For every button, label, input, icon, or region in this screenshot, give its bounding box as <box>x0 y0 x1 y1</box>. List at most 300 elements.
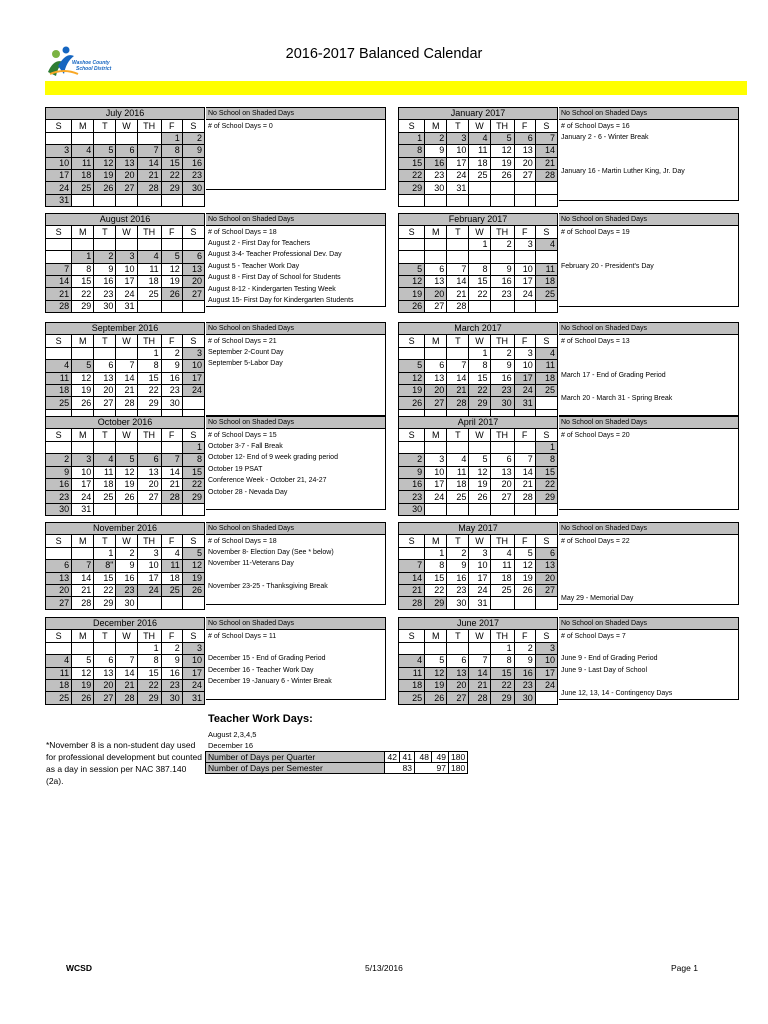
weekday-header: F <box>514 429 535 441</box>
day-cell: 16 <box>514 667 535 679</box>
day-cell: 26 <box>161 288 182 300</box>
day-cell: 27 <box>182 288 204 300</box>
day-cell <box>425 347 447 359</box>
month-calendar <box>45 213 205 313</box>
day-cell: 2 <box>425 132 447 144</box>
day-cell: 3 <box>469 547 490 559</box>
day-cell <box>182 238 204 250</box>
notes-header: No School on Shaded Days <box>206 417 386 429</box>
day-cell: 14 <box>116 372 137 384</box>
day-cell: 18 <box>137 275 161 287</box>
day-cell: 16 <box>399 478 425 490</box>
day-cell: 2 <box>490 347 514 359</box>
day-cell: 10 <box>182 360 204 372</box>
week-row <box>399 597 558 609</box>
day-cell: 7 <box>116 360 137 372</box>
weekday-header: TH <box>490 120 514 132</box>
day-cell: 23 <box>46 491 72 503</box>
note-line <box>559 249 739 260</box>
day-cell: 8 <box>137 655 161 667</box>
day-cell: 12 <box>72 667 94 679</box>
day-cell: 31 <box>469 597 490 609</box>
day-cell: 28 <box>116 397 137 409</box>
day-cell: 6 <box>94 655 116 667</box>
day-cell: 30 <box>399 503 425 515</box>
weekday-header: W <box>469 226 490 238</box>
note-line: September 2-Count Day <box>206 347 386 358</box>
day-cell <box>46 347 72 359</box>
day-cell <box>161 503 182 515</box>
day-cell <box>161 194 182 206</box>
weekday-header: M <box>72 429 94 441</box>
note-line <box>206 143 386 154</box>
day-cell: 2 <box>399 454 425 466</box>
day-cell <box>425 642 447 654</box>
weekday-header: S <box>399 335 425 347</box>
day-cell: 17 <box>535 667 557 679</box>
day-cell: 10 <box>514 360 535 372</box>
week-row <box>46 692 205 704</box>
week-row <box>399 572 558 584</box>
week-row <box>399 182 558 194</box>
day-cell: 26 <box>490 169 514 181</box>
day-cell: 16 <box>425 157 447 169</box>
note-line <box>559 570 739 581</box>
day-cell: 25 <box>161 584 182 596</box>
day-cell: 14 <box>469 667 490 679</box>
month-block <box>398 617 744 709</box>
week-row <box>46 397 205 409</box>
day-cell: 15 <box>490 667 514 679</box>
day-cell <box>447 194 469 206</box>
day-cell: 8 <box>399 145 425 157</box>
note-line <box>206 166 386 177</box>
day-cell <box>161 441 182 453</box>
day-cell: 24 <box>469 584 490 596</box>
day-cell: 1 <box>399 132 425 144</box>
day-cell: 6 <box>425 263 447 275</box>
day-cell: 18 <box>535 372 557 384</box>
weekday-header: TH <box>490 335 514 347</box>
day-cell: 9 <box>46 466 72 478</box>
note-line: # of School Days = 7 <box>559 630 739 642</box>
month-block <box>45 322 391 414</box>
weekday-header: S <box>399 120 425 132</box>
day-cell: 30 <box>447 597 469 609</box>
footer-org: WCSD <box>66 963 92 973</box>
day-cell: 10 <box>182 655 204 667</box>
day-cell: 4 <box>535 238 557 250</box>
note-line: May 29 - Memorial Day <box>559 592 739 604</box>
day-cell: 27 <box>447 692 469 704</box>
day-cell: 14 <box>161 466 182 478</box>
month-name: August 2016 <box>46 214 205 226</box>
week-row <box>46 169 205 181</box>
day-cell: 12 <box>72 372 94 384</box>
day-cell: 17 <box>469 572 490 584</box>
day-cell <box>72 347 94 359</box>
note-line <box>206 687 386 699</box>
day-cell <box>535 692 557 704</box>
weekday-header: M <box>425 335 447 347</box>
day-cell: 4 <box>94 454 116 466</box>
footnote: *November 8 is a non-student day used for professional development but counted as a day in session per NAC 387.140 (2a). <box>46 740 202 786</box>
note-line: # of School Days = 22 <box>559 535 739 547</box>
day-cell: 12 <box>161 263 182 275</box>
day-cell: 7 <box>137 145 161 157</box>
day-cell: 13 <box>425 372 447 384</box>
weekday-header: F <box>161 535 182 547</box>
day-cell <box>137 238 161 250</box>
day-cell <box>469 300 490 312</box>
day-cell <box>116 132 137 144</box>
weekday-header: F <box>514 335 535 347</box>
teacher-work-days-line: December 16 <box>208 741 254 750</box>
day-cell: 5 <box>399 360 425 372</box>
day-cell: 3 <box>425 454 447 466</box>
day-cell: 17 <box>425 478 447 490</box>
day-cell: 2 <box>447 547 469 559</box>
day-cell: 21 <box>447 288 469 300</box>
day-cell: 19 <box>72 679 94 691</box>
note-line: September 5-Labor Day <box>206 358 386 369</box>
day-cell: 3 <box>182 347 204 359</box>
note-line <box>559 272 739 283</box>
note-line <box>206 392 386 403</box>
day-cell <box>535 397 557 409</box>
day-cell: 9 <box>425 145 447 157</box>
week-row <box>399 584 558 596</box>
day-cell: 4 <box>535 347 557 359</box>
day-cell: 25 <box>535 384 557 396</box>
week-row <box>399 503 558 515</box>
day-cell: 2 <box>94 251 116 263</box>
month-notes <box>206 522 386 605</box>
weekday-header: W <box>469 535 490 547</box>
month-name: November 2016 <box>46 523 205 535</box>
day-cell: 2 <box>161 347 182 359</box>
day-cell: 3 <box>182 642 204 654</box>
day-cell: 12 <box>425 667 447 679</box>
note-line: # of School Days = 0 <box>206 120 386 132</box>
day-cell: 12 <box>399 372 425 384</box>
day-cell: 22 <box>469 288 490 300</box>
day-cell: 17 <box>182 667 204 679</box>
day-cell: 24 <box>137 584 161 596</box>
week-row <box>399 384 558 396</box>
quarter-value: 48 <box>415 752 432 763</box>
day-cell <box>399 347 425 359</box>
day-cell: 22 <box>425 584 447 596</box>
day-cell: 22 <box>72 288 94 300</box>
day-cell <box>137 441 161 453</box>
weekday-header: T <box>447 335 469 347</box>
week-row <box>46 288 205 300</box>
day-cell: 20 <box>94 679 116 691</box>
day-cell: 18 <box>161 572 182 584</box>
day-cell: 18 <box>94 478 116 490</box>
day-cell <box>399 441 425 453</box>
week-row <box>46 560 205 572</box>
weekday-header: TH <box>490 535 514 547</box>
day-cell: 2 <box>116 547 137 559</box>
day-cell: 3 <box>447 132 469 144</box>
week-row <box>46 300 205 312</box>
weekday-header: S <box>182 535 204 547</box>
weekday-header: T <box>447 630 469 642</box>
day-cell: 12 <box>116 466 137 478</box>
day-cell: 8 <box>469 263 490 275</box>
day-cell <box>535 182 557 194</box>
day-cell: 28 <box>137 182 161 194</box>
day-cell: 15 <box>425 572 447 584</box>
day-cell <box>447 642 469 654</box>
weekday-header: S <box>46 630 72 642</box>
day-cell: 25 <box>469 169 490 181</box>
teacher-work-days-title: Teacher Work Days: <box>208 713 313 725</box>
week-row <box>399 251 558 263</box>
day-cell: 19 <box>514 572 535 584</box>
day-cell: 4 <box>161 547 182 559</box>
note-line: August 8 - First Day of School for Students <box>206 272 386 283</box>
day-cell: 15 <box>137 667 161 679</box>
month-name: April 2017 <box>399 417 558 429</box>
day-cell: 5 <box>72 655 94 667</box>
note-line <box>206 570 386 581</box>
notes-header: No School on Shaded Days <box>206 323 386 335</box>
day-cell: 3 <box>535 642 557 654</box>
weekday-header: S <box>182 120 204 132</box>
day-cell: 19 <box>425 679 447 691</box>
month-block <box>398 107 744 199</box>
note-line: October 3-7 - Fall Break <box>206 441 386 452</box>
month-notes <box>559 522 739 605</box>
day-cell <box>116 347 137 359</box>
day-cell: 18 <box>46 679 72 691</box>
note-line: December 15 - End of Grading Period <box>206 653 386 664</box>
day-cell: 8 <box>137 360 161 372</box>
day-cell: 25 <box>46 397 72 409</box>
weekday-header: S <box>399 226 425 238</box>
notes-header: No School on Shaded Days <box>559 323 739 335</box>
day-cell: 30 <box>182 182 204 194</box>
day-cell: 1 <box>182 441 204 453</box>
day-cell <box>425 441 447 453</box>
day-cell: 19 <box>469 478 490 490</box>
month-calendar <box>45 522 205 610</box>
page-title: 2016-2017 Balanced Calendar <box>285 46 483 62</box>
day-cell: 10 <box>46 157 72 169</box>
day-cell <box>399 194 425 206</box>
month-name: January 2017 <box>399 108 558 120</box>
note-line <box>559 486 739 497</box>
day-cell: 29 <box>399 182 425 194</box>
day-cell <box>72 132 94 144</box>
week-row <box>46 263 205 275</box>
month-notes <box>559 322 739 416</box>
note-line: November 11-Veterans Day <box>206 558 386 569</box>
day-cell: 17 <box>137 572 161 584</box>
month-calendar <box>45 416 205 516</box>
day-cell <box>514 194 535 206</box>
day-cell: 26 <box>182 584 204 596</box>
day-cell <box>399 238 425 250</box>
day-cell: 21 <box>399 584 425 596</box>
day-cell <box>490 597 514 609</box>
day-cell <box>447 251 469 263</box>
day-cell: 22 <box>535 478 557 490</box>
day-cell: 28 <box>116 692 137 704</box>
note-line <box>559 143 739 154</box>
day-cell: 20 <box>425 384 447 396</box>
day-cell: 19 <box>161 275 182 287</box>
day-cell: 22 <box>94 584 116 596</box>
week-row <box>46 667 205 679</box>
day-cell: 9 <box>490 263 514 275</box>
week-row <box>46 145 205 157</box>
note-line <box>559 189 739 201</box>
week-row <box>46 572 205 584</box>
quarter-value: 49 <box>432 752 449 763</box>
week-row <box>399 347 558 359</box>
day-cell: 29 <box>490 692 514 704</box>
day-cell: 24 <box>447 169 469 181</box>
day-cell: 21 <box>514 478 535 490</box>
day-cell: 22 <box>399 169 425 181</box>
weekday-header: S <box>535 226 557 238</box>
note-line: March 20 - March 31 - Spring Break <box>559 392 739 403</box>
day-cell: 1 <box>161 132 182 144</box>
day-cell <box>469 441 490 453</box>
day-cell: 28 <box>46 300 72 312</box>
day-cell: 7 <box>535 132 557 144</box>
logo-line-1: Washoe County <box>72 60 110 66</box>
weekday-header: S <box>46 335 72 347</box>
day-cell: 8 <box>469 360 490 372</box>
week-row <box>399 466 558 478</box>
note-line <box>559 404 739 416</box>
weekday-header: M <box>425 226 447 238</box>
day-cell: 4 <box>46 655 72 667</box>
month-notes <box>206 322 386 416</box>
month-block <box>45 213 391 311</box>
note-line: June 9 - End of Grading Period <box>559 653 739 664</box>
day-cell: 23 <box>94 288 116 300</box>
note-line <box>206 642 386 653</box>
day-cell: 19 <box>72 384 94 396</box>
footer-date: 5/13/2016 <box>365 963 403 973</box>
note-line <box>206 132 386 143</box>
day-cell: 10 <box>469 560 490 572</box>
note-line: # of School Days = 18 <box>206 226 386 238</box>
day-cell: 11 <box>137 263 161 275</box>
day-cell: 15 <box>161 157 182 169</box>
note-line: # of School Days = 15 <box>206 429 386 441</box>
note-line <box>559 347 739 358</box>
month-block <box>398 416 744 514</box>
weekday-header: S <box>535 429 557 441</box>
day-cell: 25 <box>46 692 72 704</box>
week-row <box>46 597 205 609</box>
weekday-header: T <box>447 429 469 441</box>
teacher-work-days-line: August 2,3,4,5 <box>208 730 257 739</box>
day-cell: 5 <box>94 145 116 157</box>
day-cell <box>447 503 469 515</box>
day-cell: 13 <box>182 263 204 275</box>
notes-header: No School on Shaded Days <box>559 108 739 120</box>
day-cell: 22 <box>182 478 204 490</box>
month-notes <box>559 617 739 700</box>
day-cell: 2 <box>161 642 182 654</box>
day-cell <box>116 238 137 250</box>
day-cell: 23 <box>399 491 425 503</box>
month-name: March 2017 <box>399 323 558 335</box>
day-cell: 31 <box>514 397 535 409</box>
day-cell: 19 <box>94 169 116 181</box>
day-cell: 21 <box>535 157 557 169</box>
notes-header: No School on Shaded Days <box>559 618 739 630</box>
weekday-header: F <box>514 630 535 642</box>
day-cell: 24 <box>46 182 72 194</box>
day-cell: 24 <box>514 288 535 300</box>
note-line <box>559 464 739 475</box>
semester-total: 180 <box>449 763 468 774</box>
month-notes <box>206 617 386 700</box>
note-line: March 17 - End of Grading Period <box>559 370 739 381</box>
week-row <box>46 584 205 596</box>
day-cell <box>425 503 447 515</box>
day-cell: 8 <box>425 560 447 572</box>
note-line: # of School Days = 11 <box>206 630 386 642</box>
weekday-header: F <box>514 535 535 547</box>
month-calendar <box>398 107 558 207</box>
day-cell: 18 <box>469 157 490 169</box>
day-cell <box>137 503 161 515</box>
day-cell: 13 <box>46 572 72 584</box>
day-cell <box>514 300 535 312</box>
month-notes <box>559 107 739 201</box>
week-row <box>46 194 205 206</box>
note-line: February 20 - President's Day <box>559 261 739 272</box>
weekday-header: W <box>116 120 137 132</box>
week-row <box>46 679 205 691</box>
day-cell: 25 <box>490 584 514 596</box>
day-cell: 17 <box>514 275 535 287</box>
day-cell <box>535 251 557 263</box>
week-row <box>46 182 205 194</box>
day-cell: 29 <box>161 182 182 194</box>
day-cell <box>469 194 490 206</box>
day-cell: 29 <box>94 597 116 609</box>
weekday-header: T <box>94 429 116 441</box>
day-cell <box>46 251 72 263</box>
day-cell <box>161 300 182 312</box>
note-line: August 8-12 - Kindergarten Testing Week <box>206 283 386 294</box>
day-cell <box>399 547 425 559</box>
day-cell <box>116 441 137 453</box>
day-cell: 23 <box>182 169 204 181</box>
day-cell: 10 <box>116 263 137 275</box>
day-cell: 20 <box>137 478 161 490</box>
day-cell: 13 <box>535 560 557 572</box>
day-cell <box>535 194 557 206</box>
weekday-header: S <box>182 429 204 441</box>
day-cell: 9 <box>182 145 204 157</box>
weekday-header: S <box>46 226 72 238</box>
day-cell: 22 <box>469 384 490 396</box>
day-cell: 20 <box>94 384 116 396</box>
weekday-header: TH <box>137 226 161 238</box>
